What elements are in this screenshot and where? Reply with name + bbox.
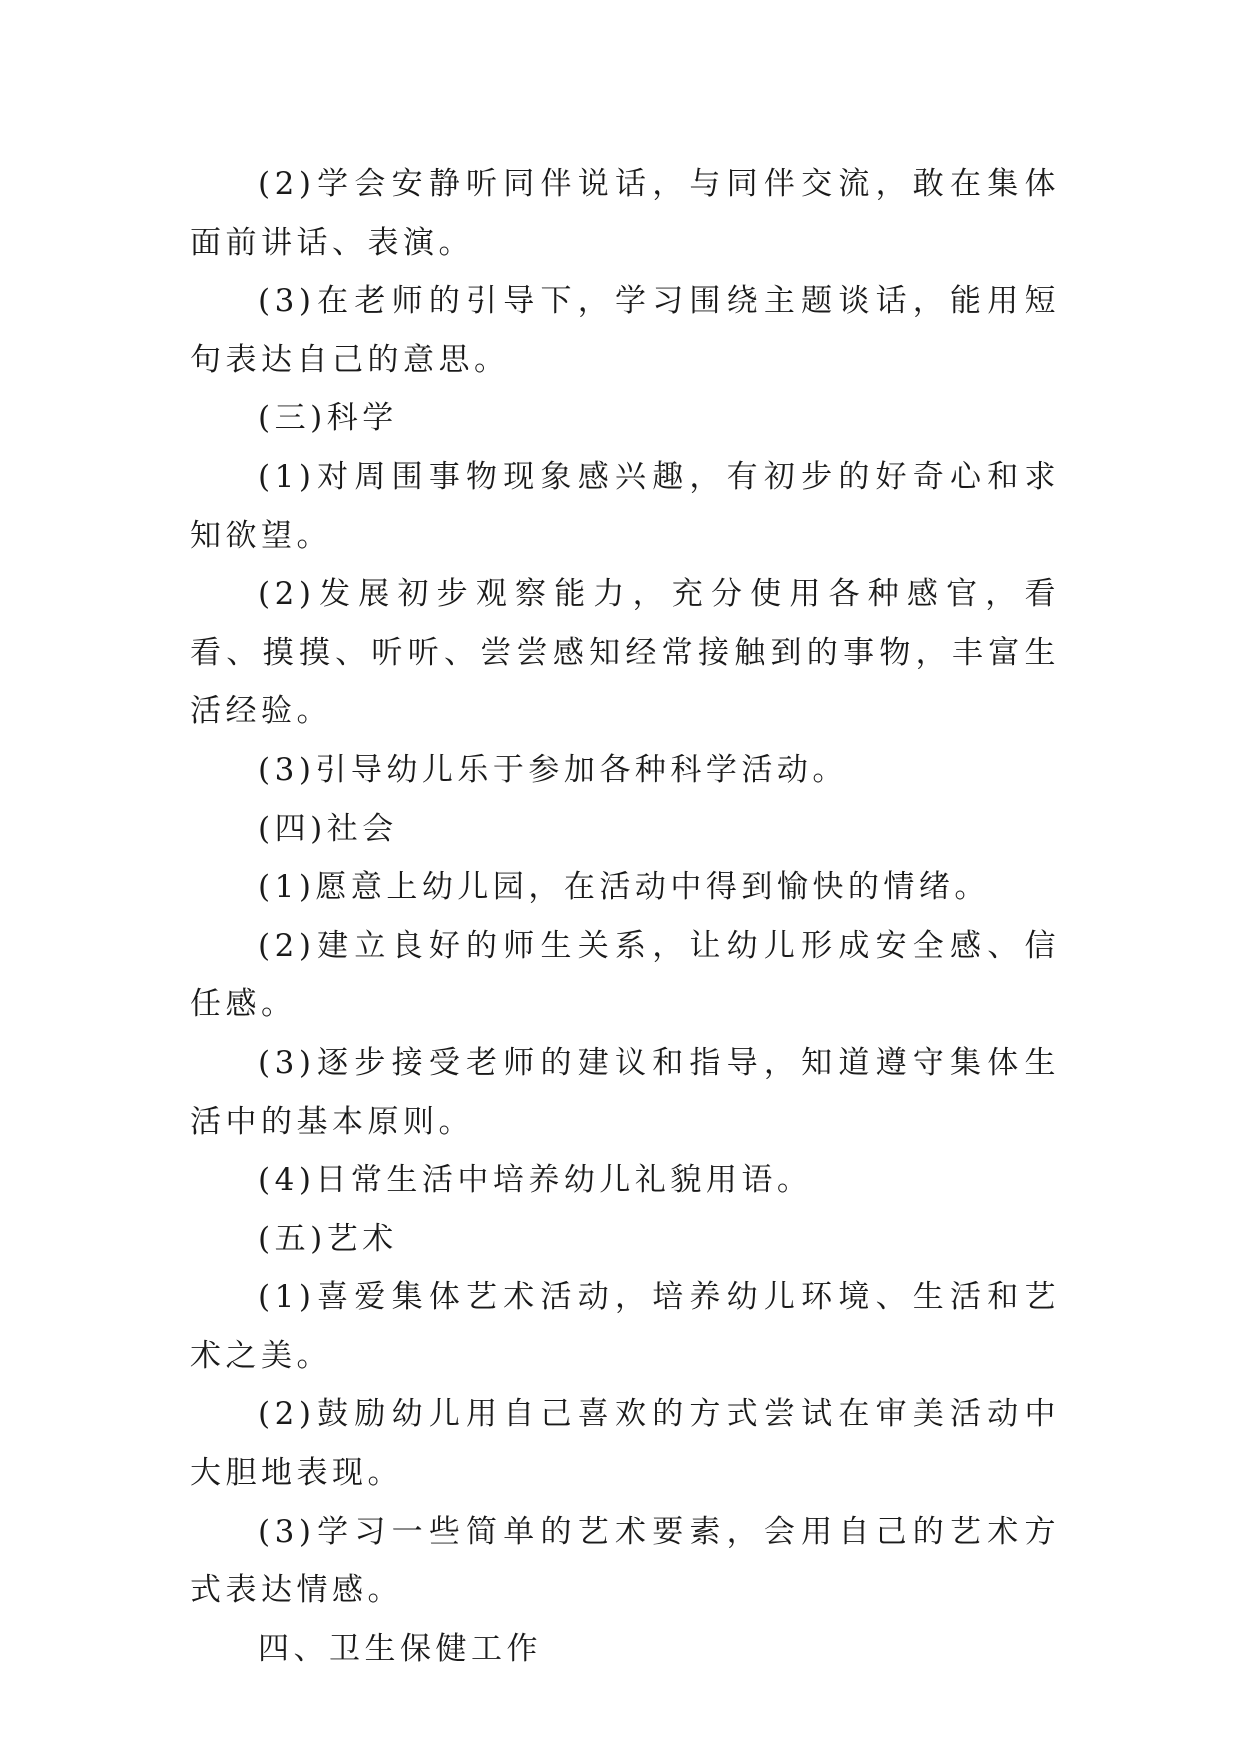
section-heading: (四)社会	[258, 810, 398, 847]
document-body	[190, 155, 1060, 1678]
paragraph: (2)发展初步观察能力，充分使用各种感官，看看、摸摸、听听、尝尝感知经常接触到的事物，丰富生活经验。	[190, 576, 1060, 730]
paragraph: (2)建立良好的师生关系，让幼儿形成安全感、信任感。	[190, 927, 1060, 1023]
paragraph: (4)日常生活中培养幼儿礼貌用语。	[258, 1162, 813, 1199]
paragraph: (1)喜爱集体艺术活动，培养幼儿环境、生活和艺术之美。	[190, 1279, 1060, 1374]
section-heading: (三)科学	[258, 400, 398, 437]
paragraph: (3)在老师的引导下，学习围绕主题谈话，能用短句表达自己的意思。	[190, 283, 1060, 378]
paragraph: (2)鼓励幼儿用自己喜欢的方式尝试在审美活动中大胆地表现。	[190, 1396, 1060, 1492]
paragraph: (3)逐步接受老师的建议和指导，知道遵守集体生活中的基本原则。	[190, 1044, 1060, 1140]
paragraph: (1)愿意上幼儿园，在活动中得到愉快的情绪。	[258, 869, 990, 906]
chapter-heading: 四、卫生保健工作	[258, 1630, 542, 1667]
paragraph: (2)学会安静听同伴说话，与同伴交流，敢在集体面前讲话、表演。	[190, 166, 1060, 261]
paragraph: (3)学习一些简单的艺术要素，会用自己的艺术方式表达情感。	[190, 1513, 1060, 1609]
section-heading: (五)艺术	[258, 1220, 398, 1257]
paragraph: (1)对周围事物现象感兴趣，有初步的好奇心和求知欲望。	[190, 458, 1060, 554]
paragraph: (3)引导幼儿乐于参加各种科学活动。	[258, 751, 848, 788]
